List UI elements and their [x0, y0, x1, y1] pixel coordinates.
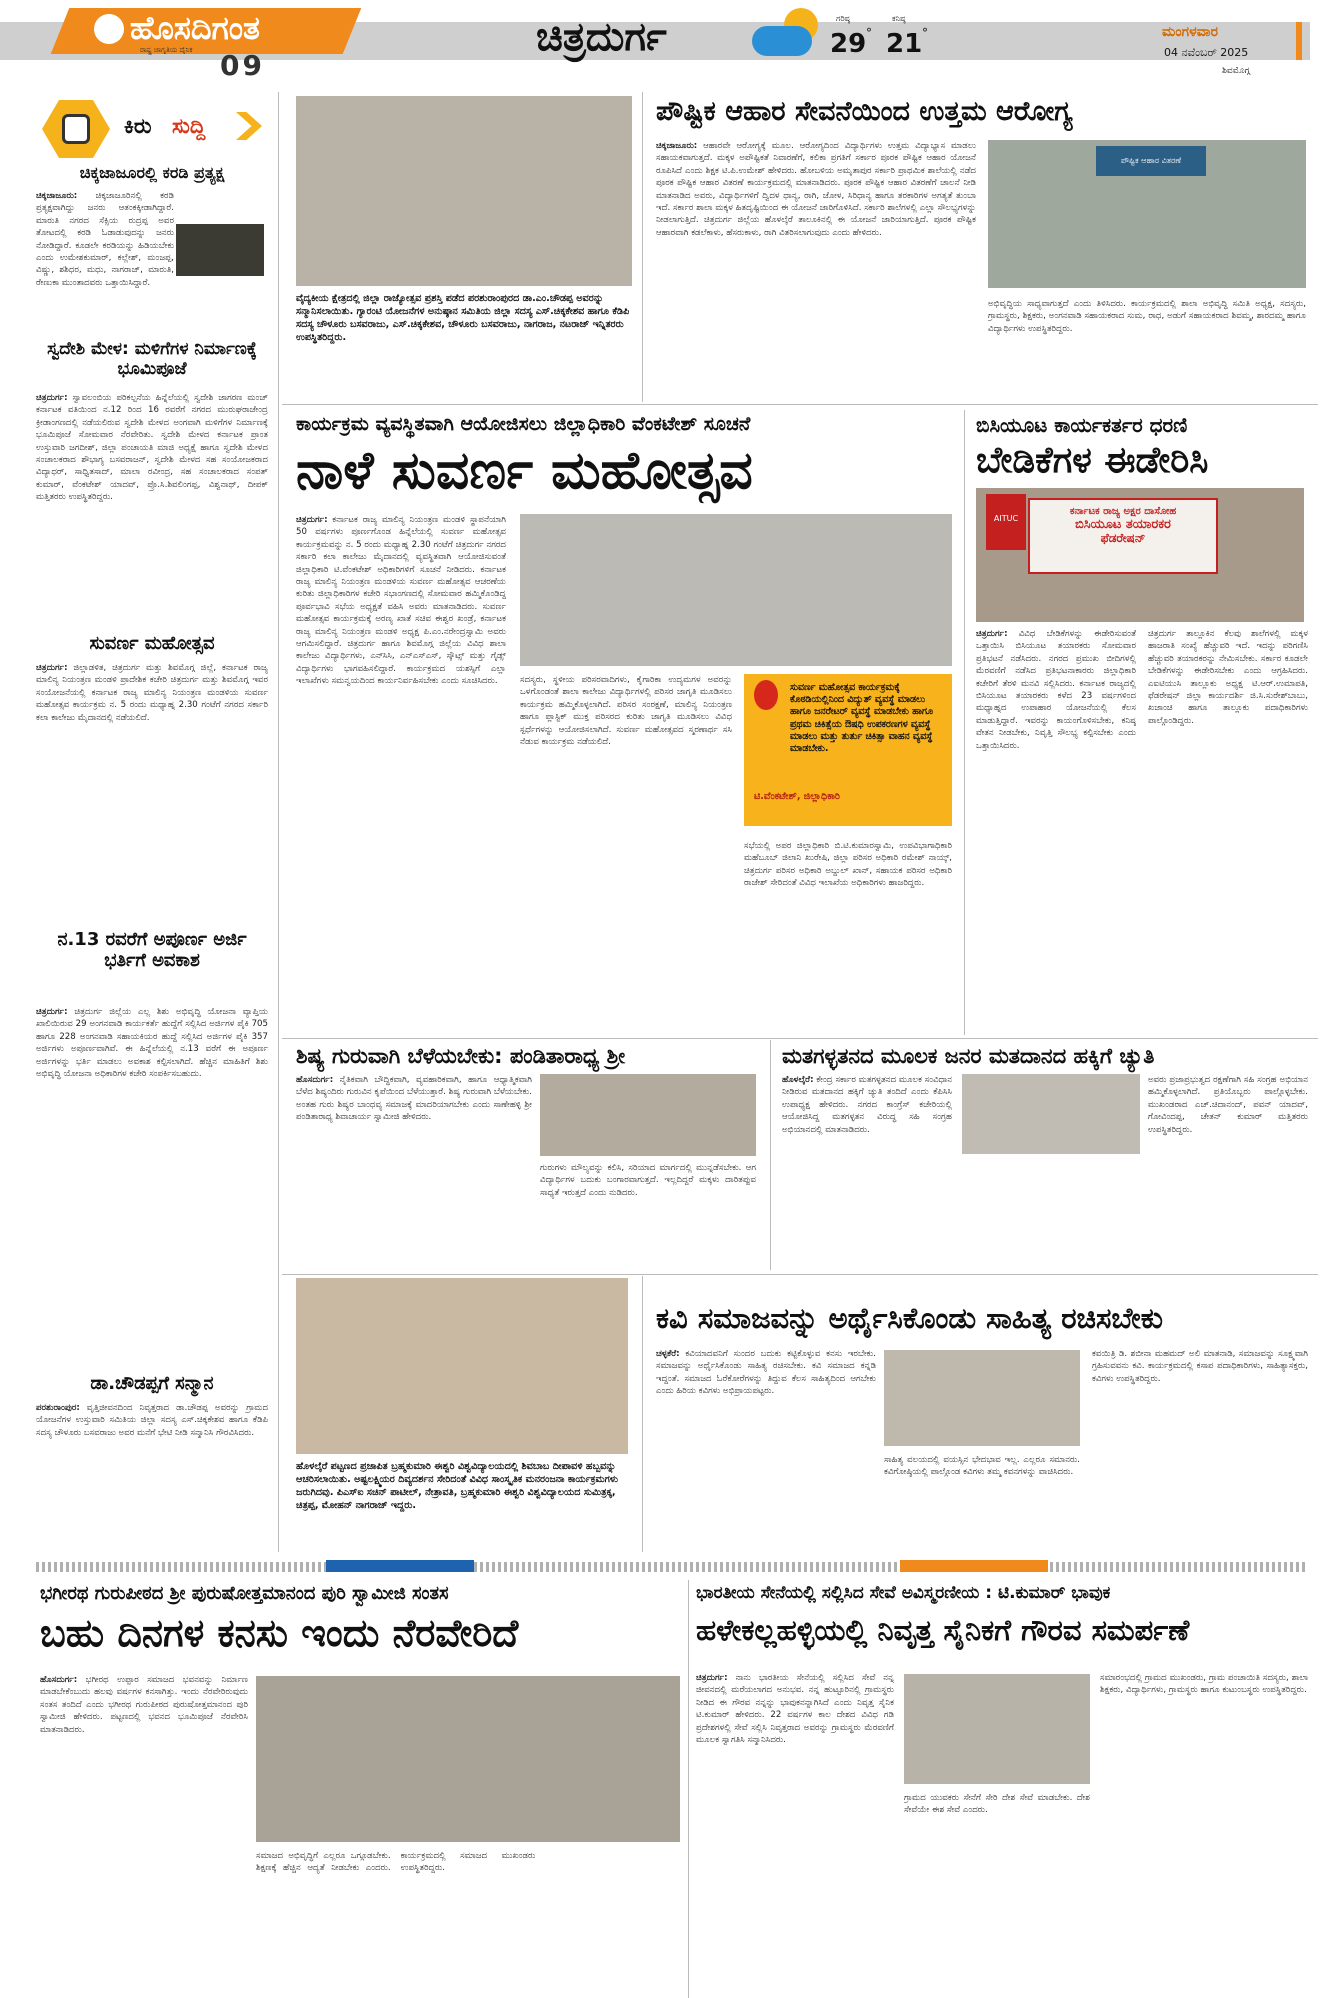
paper-tagline: ರಾಷ್ಟ್ರ ಜಾಗೃತಿಯ ದೈನಿಕ — [140, 46, 193, 54]
hand-icon — [62, 114, 90, 144]
quote-mark-icon — [754, 680, 778, 710]
weather-max-label: ಗರಿಷ್ಠ — [836, 14, 850, 23]
main-text-3: ಸಭೆಯಲ್ಲಿ ಅಪರ ಜಿಲ್ಲಾಧಿಕಾರಿ ಬಿ.ಟಿ.ಕುಮಾರಸ್ವಾಮಿ, ಉಪವಿಭಾಗಾಧಿಕಾರಿ ಮಹೆಬೂಬ್ ಜಿಲಾನಿ ಖುರೇಷಿ, ಜಿಲ್ಲಾ ಪರಿಸರ ಅಧಿಕಾರಿ ರಮೇಶ್ ನಾಯ್ಕ್, ಚಿತ್ರದುರ್ಗ ಪರಿಸರ ಅಧಿಕಾರಿ ಅಬ್ದುಲ್ ಖಾನ್, ಸಹಾಯಕ ಪರಿಸರ ಅಧಿಕಾರಿ ರಾಜೇಶ್ ಸೇರಿದಂತೆ ವಿವಿಧ ಇಲಾಖೆಯ ಅಧಿಕಾರಿಗಳು ಹಾಜರಿದ್ದರು. — [744, 841, 952, 889]
protest-banner-line2: ಬಿಸಿಯೂಟ ತಯಾರಕರ — [1075, 516, 1171, 532]
poet-divider — [642, 1276, 643, 1552]
sidebar-body-3 — [36, 662, 268, 922]
celebration-photo — [296, 1278, 628, 1454]
meeting-photo — [520, 514, 952, 666]
top-body — [656, 140, 976, 402]
main-kicker: ಕಾರ್ಯಕ್ರಮ ವ್ಯವಸ್ಥಿತವಾಗಿ ಆಯೋಜಿಸಲು ಜಿಲ್ಲಾಧಿಕಾರಿ ವೆಂಕಟೇಶ್ ಸೂಚನೆ — [296, 413, 751, 435]
edition-title: ಚಿತ್ರದುರ್ಗ — [536, 14, 667, 60]
soldier-text-3: ಸಮಾರಂಭದಲ್ಲಿ ಗ್ರಾಮದ ಮುಖಂಡರು, ಗ್ರಾಮ ಪಂಚಾಯಿತಿ ಸದಸ್ಯರು, ಶಾಲಾ ಶಿಕ್ಷಕರು, ವಿದ್ಯಾರ್ಥಿಗಳು, ಗ್ರಾಮಸ್ಥರು ಹಾಗೂ ಕುಟುಂಬಸ್ಥರು ಉಪಸ್ಥಿತರಿದ್ದರು. — [1100, 1673, 1308, 1696]
sidebar-headline-5: ಡಾ.ಚೌಡಪ್ಪಗೆ ಸನ್ಮಾನ — [90, 1373, 214, 1394]
swamiji-kicker: ಭಗೀರಥ ಗುರುಪೀಠದ ಶ್ರೀ ಪುರುಷೋತ್ತಮಾನಂದ ಪುರಿ ಸ್ವಾಮೀಜಿ ಸಂತಸ — [40, 1583, 449, 1604]
right-kicker: ಬಿಸಿಯೂಟ ಕಾರ್ಯಕರ್ತರ ಧರಣಿ — [976, 413, 1188, 437]
main-text-1: ಕರ್ನಾಟಕ ರಾಜ್ಯ ಮಾಲಿನ್ಯ ನಿಯಂತ್ರಣ ಮಂಡಳಿ ಸ್ಥಾಪನೆಯಾಗಿ 50 ವರ್ಷಗಳು ಪೂರ್ಣಗೊಂಡ ಹಿನ್ನೆಲೆಯಲ್ಲಿ ಸುವರ್ಣ ಮಹೋತ್ಸವ ಕಾರ್ಯಕ್ರಮವನ್ನು ನ. 5 ರಂದು ಮಧ್ಯಾಹ್ನ 2.30 ಗಂಟೆಗೆ ಚಿತ್ರದುರ್ಗ ನಗರದ ಸರ್ಕಾರಿ ಕಲಾ ಕಾಲೇಜು ಮೈದಾನದಲ್ಲಿ ವ್ಯವಸ್ಥಿತವಾಗಿ ಆಯೋಜಿಸುವಂತೆ ಜಿಲ್ಲಾಧಿಕಾರಿ ಟಿ.ವೆಂಕಟೇಶ್ ಅಧಿಕಾರಿಗಳಿಗೆ ಸೂಚನೆ ನೀಡಿದರು. ಕರ್ನಾಟಕ ರಾಜ್ಯ ಮಾಲಿನ್ಯ ನಿಯಂತ್ರಣ ಮಂಡಳಿಯ ಸುವರ್ಣ ಮಹೋತ್ಸವ ಆಚರಣೆಯ ಕುರಿತು ಜಿಲ್ಲಾಧಿಕಾರಿಗಳ ಕಚೇರಿ ಸಭಾಂಗಣದಲ್ಲಿ ಸೋಮವಾರ ಹಮ್ಮಿಕೊಂಡಿದ್ದ ಪೂರ್ವಭಾವಿ ಸಭೆಯ ಅಧ್ಯಕ್ಷತೆ ವಹಿಸಿ ಅವರು ಮಾತನಾಡಿದರು. ಸುವರ್ಣ ಮಹೋತ್ಸವ ಕಾರ್ಯಕ್ರಮಕ್ಕೆ ಅರಣ್ಯ ಖಾತೆ ಸಚಿವ ಈಶ್ವರ ಖಂಡ್ರೆ, ಕರ್ನಾಟಕ ರಾಜ್ಯ ಮಾಲಿನ್ಯ ನಿಯಂತ್ರಣ ಮಂಡಳಿ ಅಧ್ಯಕ್ಷ ಪಿ.ಎಂ.ನರೇಂದ್ರಸ್ವಾಮಿ ಅವರು ಆಗಮಿಸಲಿದ್ದಾರೆ. ಚಿತ್ರದುರ್ಗ ಹಾಗೂ ಶಿವಮೊಗ್ಗ ಜಿಲ್ಲೆಯ ವಿವಿಧ ಶಾಲಾ ಕಾಲೇಜು ವಿದ್ಯಾರ್ಥಿಗಳು, ಎನ್‍ಸಿಸಿ, ಎನ್‍ಎಸ್‍ಎಸ್, ಸ್ಕೌಟ್ಸ್ ಮತ್ತು ಗೈಡ್ಸ್ ವಿದ್ಯಾರ್ಥಿಗಳು ಭಾಗವಹಿಸಲಿದ್ದಾರೆ. ಕಾರ್ಯಕ್ರಮದ ಯಶಸ್ಸಿಗೆ ಎಲ್ಲಾ ಇಲಾಖೆಗಳು ಸಮನ್ವಯದಿಂದ ಕಾರ್ಯನಿರ್ವಹಿಸಬೇಕು ಎಂದು ಸೂಚಿಸಿದರು. — [296, 515, 506, 687]
sidebar-place-5: ಪರಶುರಾಂಪುರ: — [36, 1403, 80, 1413]
sidebar-text-4: ಚಿತ್ರದುರ್ಗ ಜಿಲ್ಲೆಯ ಎಲ್ಲ ಶಿಶು ಅಭಿವೃದ್ಧಿ ಯೋಜನಾ ವ್ಯಾಪ್ತಿಯ ಖಾಲಿಯಿರುವ 29 ಅಂಗನವಾಡಿ ಕಾರ್ಯಕರ್ತೆ ಹುದ್ದೆಗೆ ಸಲ್ಲಿಸಿದ ಅರ್ಜಿಗಳ ಪೈಕಿ 705 ಹಾಗೂ 228 ಅಂಗನವಾಡಿ ಸಹಾಯಕಿಯರ ಹುದ್ದೆ ಸಲ್ಲಿಸಿದ ಅರ್ಜಿಗಳ ಪೈಕಿ 357 ಅರ್ಜಿಗಳು ಅಪೂರ್ಣವಾಗಿವೆ. ಈ ಹಿನ್ನೆಲೆಯಲ್ಲಿ ನ.13 ವರೆಗೆ ಈ ಅಪೂರ್ಣ ಅರ್ಜಿಗಳನ್ನು ಭರ್ತಿ ಮಾಡಲು ಅವಕಾಶ ಕಲ್ಪಿಸಲಾಗಿದೆ. ಹೆಚ್ಚಿನ ಮಾಹಿತಿಗೆ ಶಿಶು ಅಭಿವೃದ್ಧಿ ಯೋಜನಾ ಅಧಿಕಾರಿಗಳ ಕಚೇರಿ ಸಂಪರ್ಕಿಸಬಹುದು. — [36, 1007, 268, 1080]
day-name: ಮಂಗಳವಾರ — [1162, 24, 1219, 40]
guru-headline: ಶಿಷ್ಯ ಗುರುವಾಗಿ ಬೆಳೆಯಬೇಕು: ಪಂಡಿತಾರಾಧ್ಯ ಶ್ರೀ — [296, 1044, 626, 1068]
weather-min: 21 — [886, 29, 923, 59]
sidebar-headline-3: ಸುವರ್ಣ ಮಹೋತ್ಸವ — [89, 633, 215, 654]
vote-text: ಕೇಂದ್ರ ಸರ್ಕಾರ ಮತಗಳ್ಳತನದ ಮೂಲಕ ಸಂವಿಧಾನ ನೀಡಿರುವ ಮತದಾನದ ಹಕ್ಕಿಗೆ ಚ್ಯುತಿ ತಂದಿದೆ ಎಂದು ಕೆಪಿಸಿಸಿ ಉಪಾಧ್ಯಕ್ಷ ಹೇಳಿದರು. ನಗರದ ಕಾಂಗ್ರೆಸ್ ಕಚೇರಿಯಲ್ಲಿ ಆಯೋಜಿಸಿದ್ದ ಮತಗಳ್ಳತನ ವಿರುದ್ಧ ಸಹಿ ಸಂಗ್ರಹ ಅಭಿಯಾನದಲ್ಲಿ ಮಾತನಾಡಿದರು. — [782, 1075, 952, 1135]
right-body — [976, 628, 1136, 1034]
poet-body-3 — [1092, 1348, 1308, 1548]
award-photo — [296, 96, 632, 286]
sidebar-text-3: ಜಿಲ್ಲಾಡಳಿತ, ಚಿತ್ರದುರ್ಗ ಮತ್ತು ಶಿವಮೊಗ್ಗ ಜಿಲ್ಲೆ, ಕರ್ನಾಟಕ ರಾಜ್ಯ ಮಾಲಿನ್ಯ ನಿಯಂತ್ರಣ ಮಂಡಳಿ ಪ್ರಾದೇಶಿಕ ಕಚೇರಿ ಚಿತ್ರದುರ್ಗ ಮತ್ತು ಶಿವಮೊಗ್ಗ ಇವರ ಸಂಯೋಜನೆಯಲ್ಲಿ ಕರ್ನಾಟಕ ರಾಜ್ಯ ಮಾಲಿನ್ಯ ನಿಯಂತ್ರಣ ಮಂಡಳಿಯ ಸುವರ್ಣ ಮಹೋತ್ಸವ ಕಾರ್ಯಕ್ರಮ ನ. 5 ರಂದು ಮಧ್ಯಾಹ್ನ 2.30 ಗಂಟೆಗೆ ನಗರದ ಸರ್ಕಾರಿ ಕಲಾ ಕಾಲೇಜು ಮೈದಾನದಲ್ಲಿ ನಡೆಯಲಿದೆ. — [36, 663, 268, 723]
soldier-kicker: ಭಾರತೀಯ ಸೇನೆಯಲ್ಲಿ ಸಲ್ಲಿಸಿದ ಸೇವೆ ಅವಿಸ್ಮರಣೀಯ : ಟಿ.ಕುಮಾರ್ ಭಾವುಕ — [696, 1583, 1111, 1603]
issue-date: 04 ನವೆಂಬರ್ 2025 — [1164, 46, 1249, 59]
poet-place: ಚಳ್ಳಕೆರೆ: — [656, 1349, 680, 1359]
sidebar-brand-kiru: ಕಿರು — [124, 114, 152, 138]
sidebar-divider — [278, 92, 279, 1552]
separator-orange — [900, 1560, 1048, 1572]
school-photo — [988, 140, 1306, 288]
swamiji-headline: ಬಹು ದಿನಗಳ ಕನಸು ಇಂದು ನೆರವೇರಿದೆ — [40, 1611, 519, 1655]
top-headline: ಪೌಷ್ಟಿಕ ಆಹಾರ ಸೇವನೆಯಿಂದ ಉತ್ತಮ ಆರೋಗ್ಯ — [656, 96, 1073, 127]
top-divider — [642, 92, 643, 402]
protest-banner — [1028, 498, 1218, 574]
soldier-photo — [904, 1674, 1090, 1784]
right-headline: ಬೇಡಿಕೆಗಳ ಈಡೇರಿಸಿ — [976, 440, 1209, 481]
main-col3 — [744, 840, 952, 1034]
separator-blue — [326, 1560, 474, 1572]
soldier-body-2 — [904, 1792, 1090, 1992]
main-col1 — [296, 514, 506, 1034]
celebration-caption: ಹೊಳಲ್ಕೆರೆ ಪಟ್ಟಣದ ಪ್ರಜಾಪಿತ ಬ್ರಹ್ಮಕುಮಾರಿ ಈಶ್ವರಿ ವಿಶ್ವವಿದ್ಯಾಲಯದಲ್ಲಿ ಶಿವಬಾಬ ದೀಪಾವಳಿ ಹಬ್ಬವನ್ನು ಆಚರಿಸಲಾಯಿತು. ಅಷ್ಟಲಕ್ಷ್ಮಿಯರ ದಿವ್ಯದರ್ಶನ ಸೇರಿದಂತೆ ವಿವಿಧ ಸಾಂಸ್ಕೃತಿಕ ಮನರಂಜನಾ ಕಾರ್ಯಕ್ರಮಗಳು ಜರುಗಿದವು. ಪಿಎಸ್‍ಐ ಸಚಿನ್ ಪಾಟೀಲ್, ನೇತ್ರಾವತಿ, ಬ್ರಹ್ಮಕುಮಾರಿ ಈಶ್ವರಿ ವಿಶ್ವವಿದ್ಯಾಲಯದ ಸುಮಿತ್ರಕ್ಕ, ಚಿತ್ರಪ್ಪ, ಮೋಹನ್ ನಾಗರಾಜ್ ಇದ್ದರು. — [296, 1461, 619, 1511]
poet-text-3: ಕವಯಿತ್ರಿ ಡಿ. ಶಬೀನಾ ಮಹಮದ್ ಅಲಿ ಮಾತನಾಡಿ, ಸಮಾಜವನ್ನು ಸೂಕ್ಷ್ಮವಾಗಿ ಗ್ರಹಿಸುವವನು ಕವಿ. ಕಾರ್ಯಕ್ರಮದಲ್ಲಿ ಕಸಾಪ ಪದಾಧಿಕಾರಿಗಳು, ಸಾಹಿತ್ಯಾಸಕ್ತರು, ಕವಿಗಳು ಉಪಸ್ಥಿತರಿದ್ದರು. — [1092, 1349, 1308, 1384]
bottom-separator — [36, 1562, 1308, 1572]
swamiji-place: ಹೊಸದುರ್ಗ: — [40, 1675, 78, 1685]
cloud-icon — [752, 26, 812, 56]
paper-name: ಹೊಸದಿಗಂತ — [130, 9, 260, 47]
orange-tick — [1296, 22, 1302, 60]
sidebar-place-1: ಚಿಕ್ಕಜಾಜೂರು: — [36, 191, 78, 201]
sidebar-body-2 — [36, 392, 268, 632]
sidebar-place-3: ಚಿತ್ರದುರ್ಗ: — [36, 663, 68, 673]
main-headline: ನಾಳೆ ಸುವರ್ಣ ಮಹೋತ್ಸವ — [296, 441, 753, 501]
bottom-divider — [688, 1580, 689, 1998]
guru-text: ನೈತಿಕವಾಗಿ ಬೌದ್ಧಿಕವಾಗಿ, ವ್ಯವಹಾರಿಕವಾಗಿ, ಹಾಗೂ ಆಧ್ಯಾತ್ಮಿಕವಾಗಿ ಬೆಳೆದ ಶಿಷ್ಯಂದಿರು ಗುರುವಿನ ಕೃಪೆಯಿಂದ ಬೆಳೆಯುತ್ತಾರೆ. ಶಿಷ್ಯ ಗುರುವಾಗಿ ಬೆಳೆಯಬೇಕು. ಅಂತಹ ಗುರು ಶಿಷ್ಯರ ಬಾಂಧವ್ಯ ಸಮಾಜಕ್ಕೆ ಮಾದರಿಯಾಗಬೇಕು ಎಂದು ಸಾಣೇಹಳ್ಳಿ ಶ್ರೀ ಪಂಡಿತಾರಾಧ್ಯ ಶಿವಾಚಾರ್ಯ ಸ್ವಾಮೀಜಿ ಹೇಳಿದರು. — [296, 1075, 532, 1123]
guru-text-2: ಗುರುಗಳು ಮೌಲ್ಯವನ್ನು ಕಲಿಸಿ, ಸರಿಯಾದ ಮಾರ್ಗದಲ್ಲಿ ಮುನ್ನಡೆಸಬೇಕು. ಆಗ ವಿದ್ಯಾರ್ಥಿಗಳ ಬದುಕು ಬಂಗಾರವಾಗುತ್ತದೆ. ಇಲ್ಲದಿದ್ದರೆ ಮಕ್ಕಳು ದಾರಿತಪ್ಪುವ ಸಾಧ್ಯತೆ ಇರುತ್ತದೆ ಎಂದು ನುಡಿದರು. — [540, 1163, 756, 1198]
sidebar-headline-2: ಸ್ವದೇಶಿ ಮೇಳ: ಮಳಿಗೆಗಳ ನಿರ್ಮಾಣಕ್ಕೆ ಭೂಮಿಪೂಜೆ — [47, 339, 257, 379]
quote-author: ಟಿ.ವೆಂಕಟೇಶ್, ಜಿಲ್ಲಾಧಿಕಾರಿ — [754, 791, 840, 802]
guru-body — [296, 1074, 532, 1272]
page-number: 09 — [220, 49, 265, 82]
poet-body-2 — [884, 1454, 1080, 1550]
sidebar-body-5 — [36, 1402, 268, 1552]
mid-rule — [282, 1038, 1318, 1039]
right-text-2: ಚಿತ್ರದುರ್ಗ ತಾಲ್ಲೂಕಿನ ಕೆಲವು ಶಾಲೆಗಳಲ್ಲಿ ಮಕ್ಕಳ ಹಾಜರಾತಿ ಸಂಖ್ಯೆ ಹೆಚ್ಚುವರಿ ಇದೆ. ಇದನ್ನು ಪರಿಗಣಿಸಿ ಹೆಚ್ಚುವರಿ ತಯಾರಕರನ್ನು ನೇಮಿಸಬೇಕು. ಸರ್ಕಾರ ಕೂಡಲೇ ಬೇಡಿಕೆಗಳನ್ನು ಈಡೇರಿಸಬೇಕು ಎಂದು ಆಗ್ರಹಿಸಿದರು. ಎಐಟಿಯುಸಿ ತಾಲ್ಲೂಕು ಅಧ್ಯಕ್ಷ ಟಿ.ಆರ್.ಉಮಾಪತಿ, ಫೆಡರೇಷನ್ ಜಿಲ್ಲಾ ಕಾರ್ಯದರ್ಶಿ ಜಿ.ಸಿ.ಸುರೇಶ್‍ಬಾಬು, ಖಜಾಂಚಿ ಹಾಗೂ ತಾಲ್ಲೂಕು ಪದಾಧಿಕಾರಿಗಳು ಪಾಲ್ಗೊಂಡಿದ್ದರು. — [1148, 629, 1308, 726]
main-place: ಚಿತ್ರದುರ್ಗ: — [296, 515, 328, 525]
soldier-body — [696, 1672, 894, 1992]
sidebar-headline-1: ಚಿಕ್ಕಜಾಜೂರಲ್ಲಿ ಕರಡಿ ಪ್ರತ್ಯಕ್ಷ — [79, 163, 225, 182]
swamiji-body-2 — [256, 1850, 680, 1992]
logo-icon — [94, 14, 124, 44]
top-rule — [282, 404, 1318, 405]
vote-photo — [962, 1074, 1140, 1154]
sidebar-place-2: ಚಿತ್ರದುರ್ಗ: — [36, 393, 68, 403]
soldier-text-2: ಗ್ರಾಮದ ಯುವಕರು ಸೇನೆಗೆ ಸೇರಿ ದೇಶ ಸೇವೆ ಮಾಡಬೇಕು. ದೇಶ ಸೇವೆಯೇ ಈಶ ಸೇವೆ ಎಂದರು. — [904, 1793, 1090, 1816]
vote-body-2 — [1148, 1074, 1308, 1272]
swamiji-text: ಭಗೀರಥ ಉಪ್ಪಾರ ಸಮಾಜದ ಭವನವನ್ನು ನಿರ್ಮಾಣ ಮಾಡಬೇಕೆಂಬುದು ಹಲವು ವರ್ಷಗಳ ಕನಸಾಗಿತ್ತು. ಇಂದು ನೆರವೇರಿರುವುದು ಸಂತಸ ತಂದಿದೆ ಎಂದು ಭಗೀರಥ ಗುರುಪೀಠದ ಪುರುಷೋತ್ತಮಾನಂದ ಪುರಿ ಸ್ವಾಮೀಜಿ ಹೇಳಿದರು. ಪಟ್ಟಣದಲ್ಲಿ ಭವನದ ಭೂಮಿಪೂಜೆ ನೆರವೇರಿಸಿ ಮಾತನಾಡಿದರು. — [40, 1675, 248, 1735]
right-body-2 — [1148, 628, 1308, 1034]
guru-divider — [770, 1040, 771, 1270]
lower-rule — [282, 1274, 1318, 1275]
poet-photo — [884, 1350, 1080, 1446]
sidebar-text-1: ಚಿಕ್ಕಜಾಜೂರಿನಲ್ಲಿ ಕರಡಿ ಪ್ರತ್ಯಕ್ಷವಾಗಿದ್ದು ಜನರು ಆತಂಕಕ್ಕೀಡಾಗಿದ್ದಾರೆ. ಮಾರುತಿ ನಗರದ ಸೆಕ್ಸಿಯ ರುದ್ರಪ್ಪ ಅವರ ತೋಟದಲ್ಲಿ ಕರಡಿ ಓಡಾಡುವುದನ್ನು ಜನರು ನೋಡಿದ್ದಾರೆ. ಕೂಡಲೇ ಕರಡಿಯನ್ನು ಹಿಡಿಯಬೇಕು ಎಂದು ಉಮೇಶಕುಮಾರ್, ಕಲ್ಲೇಶ್, ಮಂಜಪ್ಪ, ವಿಷ್ಣು, ಶಶಿಧರ, ಮಧು, ನಾಗರಾಜ್, ಮಾರುತಿ, ರೇಣುಕಾ ಮುಂತಾದವರು ಒತ್ತಾಯಿಸಿದ್ದಾರೆ. — [36, 191, 174, 288]
poet-text: ಕವಿಯಾದವನಿಗೆ ಸುಂದರ ಬದುಕು ಕಟ್ಟಿಕೊಳ್ಳುವ ಕನಸು ಇರಬೇಕು. ಸಮಾಜವನ್ನು ಅರ್ಥೈಸಿಕೊಂಡು ಸಾಹಿತ್ಯ ರಚಿಸಬೇಕು. ಕವಿ ಸಮಾಜದ ಕನ್ನಡಿ ಇದ್ದಂತೆ. ಸಮಾಜದ ಓರೆಕೋರೆಗಳನ್ನು ತಿದ್ದುವ ಕೆಲಸ ಸಾಹಿತ್ಯದಿಂದ ಆಗಬೇಕು ಎಂದು ಹಿರಿಯ ಕವಿಗಳು ಅಭಿಪ್ರಾಯಪಟ್ಟರು. — [656, 1349, 876, 1397]
chevrons-icon — [236, 112, 262, 140]
quote-text: ಸುವರ್ಣ ಮಹೋತ್ಸವ ಕಾರ್ಯಕ್ರಮಕ್ಕೆ ಕೊಠಡಿಯಲ್ಲಿನಿಂದ ವಿದ್ಯುತ್ ವ್ಯವಸ್ಥೆ ಮಾಡಲು ಹಾಗೂ ಜನರೇಟರ್ ವ್ಯವಸ್ಥೆ ಮಾಡಬೇಕು ಹಾಗೂ ಪ್ರಥಮ ಚಿಕಿತ್ಸೆಯ ಔಷಧಿ ಉಪಕರಣಗಳ ವ್ಯವಸ್ಥೆ ಮಾಡಲು ಮತ್ತು ತುರ್ತು ಚಿಕಿತ್ಸಾ ವಾಹನ ವ್ಯವಸ್ಥೆ ಮಾಡಬೇಕು. — [790, 682, 933, 755]
poet-body — [656, 1348, 876, 1548]
vote-headline: ಮತಗಳ್ಳತನದ ಮೂಲಕ ಜನರ ಮತದಾನದ ಹಕ್ಕಿಗೆ ಚ್ಯುತಿ — [782, 1044, 1155, 1068]
guru-body-2 — [540, 1162, 756, 1272]
guru-place: ಹೊಸದುರ್ಗ: — [296, 1075, 334, 1085]
right-text: ವಿವಿಧ ಬೇಡಿಕೆಗಳನ್ನು ಈಡೇರಿಸುವಂತೆ ಒತ್ತಾಯಿಸಿ ಬಿಸಿಯೂಟ ತಯಾರಕರು ಸೋಮವಾರ ಪ್ರತಿಭಟನೆ ನಡೆಸಿದರು. ನಗರದ ಪ್ರಮುಖ ಬೀದಿಗಳಲ್ಲಿ ಮೆರವಣಿಗೆ ನಡೆಸಿದ ಪ್ರತಿಭಟನಾಕಾರರು ಜಿಲ್ಲಾಧಿಕಾರಿ ಕಚೇರಿಗೆ ತೆರಳಿ ಮನವಿ ಸಲ್ಲಿಸಿದರು. ಕರ್ನಾಟಕ ರಾಜ್ಯದಲ್ಲಿ ಬಿಸಿಯೂಟ ತಯಾರಕರು ಕಳೆದ 23 ವರ್ಷಗಳಿಂದ ಮಧ್ಯಾಹ್ನದ ಉಪಾಹಾರ ಯೋಜನೆಯಲ್ಲಿ ಕೆಲಸ ಮಾಡುತ್ತಿದ್ದಾರೆ. ಇವರನ್ನು ಕಾಯಂಗೊಳಿಸಬೇಕು, ಕನಿಷ್ಠ ವೇತನ ನೀಡಬೇಕು, ನಿವೃತ್ತಿ ಸೌಲಭ್ಯ ಕಲ್ಪಿಸಬೇಕು ಎಂದು ಒತ್ತಾಯಿಸಿದರು. — [976, 629, 1136, 751]
quote-box — [744, 674, 952, 826]
protest-banner-line3: ಫೆಡರೇಷನ್ — [1100, 531, 1146, 546]
top-text-2: ಅಭಿವೃದ್ಧಿಯ ಸಾಧ್ಯವಾಗುತ್ತದೆ ಎಂದು ತಿಳಿಸಿದರು. ಕಾರ್ಯಕ್ರಮದಲ್ಲಿ ಶಾಲಾ ಅಭಿವೃದ್ಧಿ ಸಮಿತಿ ಅಧ್ಯಕ್ಷ, ಸದಸ್ಯರು, ಗ್ರಾಮಸ್ಥರು, ಶಿಕ್ಷಕರು, ಅಂಗನವಾಡಿ ಸಹಾಯಕರಾದ ಸುಮ, ರಾಧ, ಅಡುಗೆ ಸಹಾಯಕರಾದ ಶಿವಮ್ಮ, ಶಾರದಮ್ಮ ಹಾಗೂ ವಿದ್ಯಾರ್ಥಿಗಳು ಉಪಸ್ಥಿತರಿದ್ದರು. — [988, 299, 1306, 334]
region-label: ಶಿವಮೊಗ್ಗ — [1222, 66, 1250, 76]
swamiji-text-2: ಸಮಾಜದ ಅಭಿವೃದ್ಧಿಗೆ ಎಲ್ಲರೂ ಒಗ್ಗೂಡಬೇಕು. ಶಿಕ್ಷಣಕ್ಕೆ ಹೆಚ್ಚಿನ ಆದ್ಯತೆ ನೀಡಬೇಕು ಎಂದರು. ಕಾರ್ಯಕ್ರಮದಲ್ಲಿ ಸಮಾಜದ ಮುಖಂಡರು ಉಪಸ್ಥಿತರಿದ್ದರು. — [256, 1851, 536, 1874]
right-place: ಚಿತ್ರದುರ್ಗ: — [976, 629, 1008, 639]
protest-flag: AITUC — [986, 494, 1026, 550]
swamiji-photo — [256, 1676, 680, 1842]
main-col2 — [520, 674, 732, 834]
soldier-body-3 — [1100, 1672, 1308, 1992]
weather-max-deg: ° — [866, 26, 872, 40]
mid-divider — [964, 410, 965, 1035]
soldier-text: ನಾನು ಭಾರತೀಯ ಸೇನೆಯಲ್ಲಿ ಸಲ್ಲಿಸಿದ ಸೇವೆ ನನ್ನ ಜೀವನದಲ್ಲಿ ಮರೆಯಲಾಗದ ಅನುಭವ. ನನ್ನ ಹುಟ್ಟೂರಿನಲ್ಲಿ ಗ್ರಾಮಸ್ಥರು ನೀಡಿದ ಈ ಗೌರವ ನನ್ನನ್ನು ಭಾವುಕನನ್ನಾಗಿಸಿದೆ ಎಂದು ನಿವೃತ್ತ ಸೈನಿಕ ಟಿ.ಕುಮಾರ್ ಹೇಳಿದರು. 22 ವರ್ಷಗಳ ಕಾಲ ದೇಶದ ವಿವಿಧ ಗಡಿ ಪ್ರದೇಶಗಳಲ್ಲಿ ಸೇವೆ ಸಲ್ಲಿಸಿ ನಿವೃತ್ತರಾದ ಅವರನ್ನು ಗ್ರಾಮಸ್ಥರು ಮೆರವಣಿಗೆ ಮೂಲಕ ಸ್ವಾಗತಿಸಿ ಸನ್ಮಾನಿಸಿದರು. — [696, 1673, 894, 1746]
soldier-headline: ಹಳೇಕಲ್ಲಹಳ್ಳಿಯಲ್ಲಿ ನಿವೃತ್ತ ಸೈನಿಕಗೆ ಗೌರವ ಸಮರ್ಪಣೆ — [696, 1613, 1190, 1647]
vote-place: ಹೊಳಲ್ಕೆರೆ: — [782, 1075, 814, 1085]
poet-text-2: ಸಾಹಿತ್ಯ ವಲಯದಲ್ಲಿ ವಯಸ್ಸಿನ ಭೇದಭಾವ ಇಲ್ಲ. ಎಲ್ಲರೂ ಸಮಾನರು. ಕವಿಗೋಷ್ಠಿಯಲ್ಲಿ ಪಾಲ್ಗೊಂಡ ಕವಿಗಳು ತಮ್ಮ ಕವನಗಳನ್ನು ವಾಚಿಸಿದರು. — [884, 1455, 1080, 1478]
poet-headline: ಕವಿ ಸಮಾಜವನ್ನು ಅರ್ಥೈಸಿಕೊಂಡು ಸಾಹಿತ್ಯ ರಚಿಸಬೇಕು — [656, 1301, 1164, 1335]
weather-min-deg: ° — [922, 26, 928, 40]
weather-max: 29 — [830, 29, 867, 59]
sidebar-text-5: ವೃತ್ತಿಜೀವನದಿಂದ ನಿವೃತ್ತರಾದ ಡಾ.ಚೌಡಪ್ಪ ಅವರನ್ನು ಗ್ರಾಮದ ಯೋಜನೆಗಳ ಉಸ್ತುವಾರಿ ಸಮಿತಿಯ ಜಿಲ್ಲಾ ಸದಸ್ಯ ಎಸ್.ಚಿಕ್ಕಕೇಶವ ಹಾಗೂ ಕೆಡಿಪಿ ಸದಸ್ಯ ಚೌಳೂರು ಬಸವರಾಜು ಅವರ ಮನೆಗೆ ಭೇಟಿ ನೀಡಿ ಸನ್ಮಾನಿಸಿ ಗೌರವಿಸಿದರು. — [36, 1403, 268, 1438]
sidebar — [36, 92, 268, 1552]
weather-min-label: ಕನಿಷ್ಠ — [892, 14, 906, 23]
sidebar-body-4 — [36, 1006, 268, 1366]
vote-text-2: ಅವರು ಪ್ರಜಾಪ್ರಭುತ್ವದ ರಕ್ಷಣೆಗಾಗಿ ಸಹಿ ಸಂಗ್ರಹ ಅಭಿಯಾನ ಹಮ್ಮಿಕೊಳ್ಳಲಾಗಿದೆ. ಪ್ರತಿಯೊಬ್ಬರು ಪಾಲ್ಗೊಳ್ಳಬೇಕು. ಮುಖಂಡರಾದ ಎಚ್.ಚಿದಾನಂದ್, ಪವನ್ ಯಾದವ್, ಗೋವಿಂದಪ್ಪ, ಚೇತನ್ ಕುಮಾರ್ ಮತ್ತಿತರರು ಉಪಸ್ಥಿತರಿದ್ದರು. — [1148, 1075, 1308, 1135]
swamiji-body — [40, 1674, 248, 1992]
sidebar-place-4: ಚಿತ್ರದುರ್ಗ: — [36, 1007, 68, 1017]
sidebar-text-2: ಸ್ವಾವಲಂಬಿಯ ಪರಿಕಲ್ಪನೆಯ ಹಿನ್ನೆಲೆಯಲ್ಲಿ ಸ್ವದೇಶಿ ಜಾಗರಣ ಮಂಚ್ ಕರ್ನಾಟಕ ವತಿಯಿಂದ ನ.12 ರಿಂದ 16 ರವರೆಗೆ ನಗರದ ಮುರುಘರಾಜೇಂದ್ರ ಕ್ರೀಡಾಂಗಣದಲ್ಲಿ ನಡೆಯಲಿರುವ ಸ್ವದೇಶಿ ಮೇಳದ ಅಂಗವಾಗಿ ಮಳಿಗೆಗಳ ನಿರ್ಮಾಣಕ್ಕೆ ಭೂಮಿಪೂಜೆ ಸೋಮವಾರ ನೆರವೇರಿತು. ಸ್ವದೇಶಿ ಮೇಳದ ಕರ್ನಾಟಕ ಪ್ರಾಂತ ಉಸ್ತುವಾರಿ ಜಗದೀಶ್, ಜಿಲ್ಲಾ ಪಂಚಾಯತಿ ಮಾಜಿ ಅಧ್ಯಕ್ಷೆ ಹಾಗೂ ಸ್ವದೇಶಿ ಮೇಳದ ಸಂಚಾಲಕರಾದ ಶೌಭಾಗ್ಯ ಬಸವರಾಜನ್, ಸ್ವದೇಶಿ ಮೇಳದ ಸಹ ಸಂಯೋಜಕರಾದ ವಿದ್ಯಾಧರ್, ಸಾಧ್ವಿತಸಾದ್, ಮಾಲಾ ರವೀಂದ್ರ, ಸಹ ಸಂಚಾಲಕರಾದ ಸಂಪತ್ ಕುಮಾರ್, ವೆಂಕಟೇಶ್ ಯಾದವ್, ಪ್ರೊ.ಸಿ.ಶಿವಲಿಂಗಪ್ಪ, ವಿಶ್ವನಾಥ್, ದೀಪಕ್ ಮತ್ತಿತರರು ಉಪಸ್ಥಿತರಿದ್ದರು. — [36, 393, 268, 503]
soldier-place: ಚಿತ್ರದುರ್ಗ: — [696, 1673, 728, 1683]
sidebar-headline-4: ನ.13 ರವರೆಗೆ ಅಪೂರ್ಣ ಅರ್ಜಿ ಭರ್ತಿಗೆ ಅವಕಾಶ — [57, 929, 247, 971]
top-body-2 — [988, 298, 1306, 402]
guru-photo — [540, 1074, 756, 1156]
protest-banner-line1: ಕರ್ನಾಟಕ ರಾಜ್ಯ ಅಕ್ಷರ ದಾಸೋಹ — [1069, 506, 1177, 517]
school-banner: ಪೌಷ್ಟಿಕ ಆಹಾರ ವಿತರಣೆ — [1096, 146, 1206, 176]
vote-body — [782, 1074, 952, 1272]
sidebar-body-1 — [36, 190, 268, 330]
award-caption: ವೈದ್ಯಕೀಯ ಕ್ಷೇತ್ರದಲ್ಲಿ ಜಿಲ್ಲಾ ರಾಜ್ಯೋತ್ಸವ ಪ್ರಶಸ್ತಿ ಪಡೆದ ಪರಶುರಾಂಪುರದ ಡಾ.ಎಂ.ಚೌಡಪ್ಪ ಅವರನ್ನು ಸನ್ಮಾನಿಸಲಾಯಿತು. ಗ್ಯಾರಂಟಿ ಯೋಜನೆಗಳ ಅನುಷ್ಠಾನ ಸಮಿತಿಯ ಜಿಲ್ಲಾ ಸದಸ್ಯ ಎಸ್.ಚಿಕ್ಕಕೇಶವ ಹಾಗೂ ಕೆಡಿಪಿ ಸದಸ್ಯ ಚೌಳೂರು ಬಸವರಾಜು, ಎಸ್.ಚಿಕ್ಕಕೇಶವ, ಚೌಳೂರು ಬಸವರಾಜು, ನಾಗರಾಜ, ನಟರಾಜ್ ಇನ್ನಿತರರು ಉಪಸ್ಥಿತರಿದ್ದರು. — [296, 293, 630, 343]
main-text-2: ಸದಸ್ಯರು, ಸ್ಥಳೀಯ ಪರಿಸರವಾದಿಗಳು, ಕೈಗಾರಿಕಾ ಉದ್ಯಮಗಳ ಅವರನ್ನು ಒಳಗೊಂಡಂತೆ ಶಾಲಾ ಕಾಲೇಜು ವಿದ್ಯಾರ್ಥಿಗಳಲ್ಲಿ ಪರಿಸರ ಜಾಗೃತಿ ಮೂಡಿಸಲು ಕಾರ್ಯಕ್ರಮ ಹಮ್ಮಿಕೊಳ್ಳಲಾಗಿದೆ. ಪರಿಸರ ಸಂರಕ್ಷಣೆ, ಮಾಲಿನ್ಯ ನಿಯಂತ್ರಣ ಹಾಗೂ ಪ್ಲಾಸ್ಟಿಕ್ ಮುಕ್ತ ಪರಿಸರದ ಕುರಿತು ಜಾಗೃತಿ ಮೂಡಿಸಲು ವಿವಿಧ ಸ್ಪರ್ಧೆಗಳನ್ನು ಆಯೋಜಿಸಲಾಗಿದೆ. ಸುವರ್ಣ ಮಹೋತ್ಸವದ ಸ್ಮರಣಾರ್ಥ ಸಸಿ ನೆಡುವ ಕಾರ್ಯಕ್ರಮ ನಡೆಯಲಿದೆ. — [520, 675, 732, 748]
top-place: ಚಿಕ್ಕಜಾಜೂರು: — [656, 141, 698, 151]
sidebar-brand-suddi: ಸುದ್ದಿ — [172, 114, 206, 138]
protest-photo — [976, 488, 1304, 622]
masthead — [0, 0, 1338, 82]
top-text: ಆಹಾರವೇ ಆರೋಗ್ಯಕ್ಕೆ ಮೂಲ. ಆರೋಗ್ಯದಿಂದ ವಿದ್ಯಾರ್ಥಿಗಳು ಉತ್ತಮ ವಿದ್ಯಾಭ್ಯಾಸ ಮಾಡಲು ಸಹಾಯಕವಾಗುತ್ತದೆ. ಮಕ್ಕಳ ಅಪೌಷ್ಟಿಕತೆ ನಿವಾರಣೆಗೆ, ಕಲಿಕಾ ಪ್ರಗತಿಗೆ ಸರ್ಕಾರ ಪೂರಕ ಪೌಷ್ಟಿಕ ಆಹಾರ ಯೋಜನೆ ರೂಪಿಸಿದೆ ಎಂದು ಶಿಕ್ಷಕ ಟಿ.ಪಿ.ಉಮೇಶ್ ಹೇಳಿದರು. ಹೋಬಳಿಯ ಅಮೃತಾಪುರ ಸರ್ಕಾರಿ ಪ್ರಾಥಮಿಕ ಶಾಲೆಯಲ್ಲಿ ನಡೆದ ಪೂರಕ ಪೌಷ್ಟಿಕ ಆಹಾರ ವಿತರಣೆ ಕಾರ್ಯಕ್ರಮದಲ್ಲಿ ಮಾತನಾಡಿದರು. ಪೂರಕ ಪೌಷ್ಟಿಕ ಆಹಾರ ವಿತರಣೆಗೆ ಚಾಲನೆ ನೀಡಿ ಮಾತನಾಡಿದ ಅವರು, ವಿದ್ಯಾರ್ಥಿಗಳಿಗೆ ದ್ವಿದಳ ಧಾನ್ಯ, ರಾಗಿ, ಜೋಳ, ಸಿರಿಧಾನ್ಯ ಹಾಗೂ ತರಕಾರಿಗಳ ಅಗತ್ಯತೆ ತುಂಬಾ ಇದೆ. ಸರ್ಕಾರ ಶಾಲಾ ಮಕ್ಕಳ ಹಿತದೃಷ್ಟಿಯಿಂದ ಈ ಯೋಜನೆ ಜಾರಿಗೊಳಿಸಿದೆ. ಸರ್ಕಾರಿ ಶಾಲೆಗಳಲ್ಲಿ ಎಲ್ಲಾ ಸೌಲಭ್ಯಗಳನ್ನು ನೀಡಲಾಗುತ್ತಿದೆ. ಚಿತ್ರದುರ್ಗ ಜಿಲ್ಲೆಯ ಹೊಳಲ್ಕೆರೆ ತಾಲೂಕಿನಲ್ಲಿ ಈ ಯೋಜನೆ ಜಾರಿಯಾಗುತ್ತಿದೆ. ಪೂರಕ ಪೌಷ್ಟಿಕ ಆಹಾರವಾಗಿ ಕಡಲೆಕಾಳು, ಹೆಸರುಕಾಳು, ರಾಗಿ ವಿತರಿಸಲಾಗುವುದು ಎಂದು ಹೇಳಿದರು. — [656, 141, 976, 238]
